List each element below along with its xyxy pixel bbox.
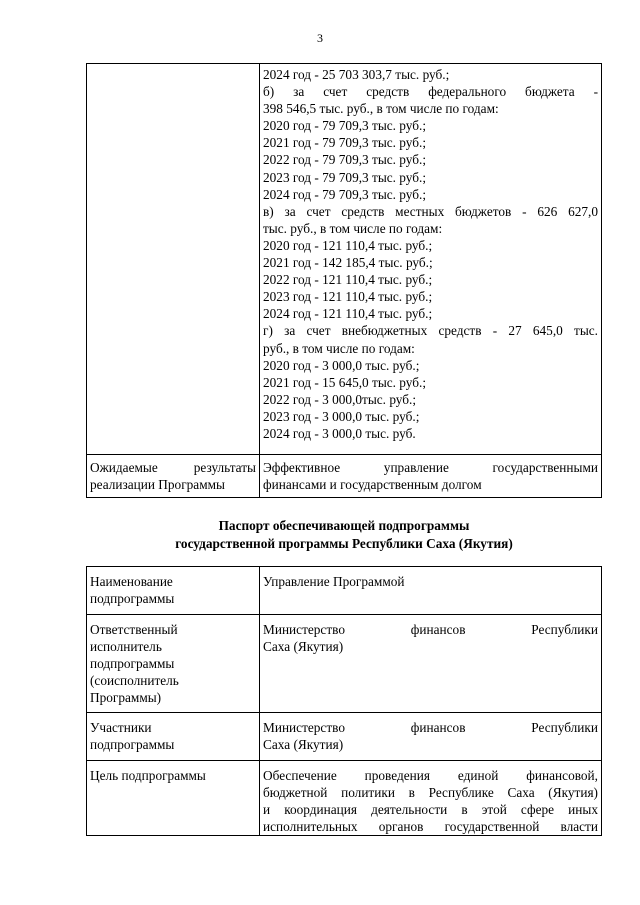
heading-line-1: Паспорт обеспечивающей подпрограммы	[218, 518, 470, 533]
subprogram-row-value	[260, 567, 602, 615]
funding-line: в) за счет средств местных бюджетов - 626 627,0	[263, 203, 598, 219]
subprogram-row-label	[87, 567, 260, 615]
subprogram-row-value	[260, 713, 602, 761]
funding-line: 2020 год - 121 110,4 тыс. руб.;	[263, 237, 433, 253]
funding-line: 398 546,5 тыс. руб., в том числе по годам:	[263, 101, 499, 117]
label-line: подпрограммы	[90, 656, 175, 672]
funding-line: 2022 год - 121 110,4 тыс. руб.;	[263, 272, 433, 288]
subprogram-row	[87, 713, 602, 761]
funding-line: 2024 год - 25 703 303,7 тыс. руб.;	[263, 67, 450, 82]
funding-line: руб., в том числе по годам:	[263, 340, 415, 356]
label-line: подпрограммы	[90, 737, 175, 753]
heading-line-2: государственной программы Республики Саха (Якутия)	[175, 536, 513, 551]
label-line: Ответственный	[90, 622, 178, 637]
subprogram-row-label	[87, 615, 260, 713]
subprogram-passport-heading	[86, 517, 602, 553]
funding-line: 2021 год - 15 645,0 тыс. руб.;	[263, 374, 427, 390]
value-line: Саха (Якутия)	[263, 737, 344, 753]
funding-line: г) за счет внебюджетных средств - 27 645,0 тыс.	[263, 323, 598, 339]
subprogram-row-label	[87, 761, 260, 836]
label-line: Цель подпрограммы	[90, 768, 206, 783]
funding-line: 2023 год - 3 000,0 тыс. руб.;	[263, 408, 420, 424]
value-line: исполнительных органов государственной власти	[263, 819, 598, 835]
funding-line: 2020 год - 79 709,3 тыс. руб.;	[263, 118, 427, 134]
expected-results-value	[260, 455, 602, 498]
funding-line: тыс. руб., в том числе по годам:	[263, 220, 443, 236]
value-line: Управление Программой	[263, 574, 405, 589]
subprogram-row	[87, 567, 602, 615]
funding-line: 2020 год - 3 000,0 тыс. руб.;	[263, 357, 420, 373]
subprogram-row-value	[260, 761, 602, 836]
value-line: и координация деятельности в этой сфере иных	[263, 802, 598, 818]
subprogram-row-label	[87, 713, 260, 761]
program-passport-table-continued	[86, 63, 602, 498]
funding-line: 2022 год - 79 709,3 тыс. руб.;	[263, 152, 427, 168]
value-line: Министерство финансов Республики	[263, 622, 598, 637]
subprogram-row-value	[260, 615, 602, 713]
value-line: Министерство финансов Республики	[263, 720, 598, 735]
label-line: Наименование	[90, 574, 173, 589]
subprogram-row	[87, 761, 602, 836]
page-number: 3	[317, 31, 323, 45]
expected-results-value-line: финансами и государственным долгом	[263, 477, 482, 493]
label-line: подпрограммы	[90, 591, 175, 607]
expected-results-row	[87, 455, 602, 498]
label-line: Программы)	[90, 690, 162, 706]
subprogram-passport-table	[86, 566, 602, 836]
funding-label-cell	[87, 64, 260, 455]
funding-line: 2024 год - 79 709,3 тыс. руб.;	[263, 186, 427, 202]
value-line: бюджетной политики в Республике Саха (Якутия)	[263, 785, 598, 801]
subprogram-row	[87, 615, 602, 713]
funding-line: 2022 год - 3 000,0тыс. руб.;	[263, 391, 417, 407]
funding-line: 2024 год - 121 110,4 тыс. руб.;	[263, 306, 433, 322]
funding-value-cell	[260, 64, 602, 455]
expected-results-label	[87, 455, 260, 498]
funding-line: 2024 год - 3 000,0 тыс. руб.	[263, 425, 416, 441]
funding-row	[87, 64, 602, 455]
expected-results-label-line: Ожидаемые результаты	[90, 460, 256, 475]
label-line: (соисполнитель	[90, 673, 179, 689]
label-line: исполнитель	[90, 639, 162, 655]
funding-line: 2023 год - 121 110,4 тыс. руб.;	[263, 289, 433, 305]
funding-line: 2021 год - 142 185,4 тыс. руб.;	[263, 255, 433, 271]
expected-results-value-line: Эффективное управление государственными	[263, 460, 598, 475]
funding-line: 2023 год - 79 709,3 тыс. руб.;	[263, 169, 427, 185]
funding-line: б) за счет средств федерального бюджета -	[263, 84, 598, 100]
value-line: Обеспечение проведения единой финансовой,	[263, 768, 598, 783]
funding-line: 2021 год - 79 709,3 тыс. руб.;	[263, 135, 427, 151]
label-line: Участники	[90, 720, 152, 735]
value-line: Саха (Якутия)	[263, 639, 344, 655]
expected-results-label-line: реализации Программы	[90, 477, 225, 493]
